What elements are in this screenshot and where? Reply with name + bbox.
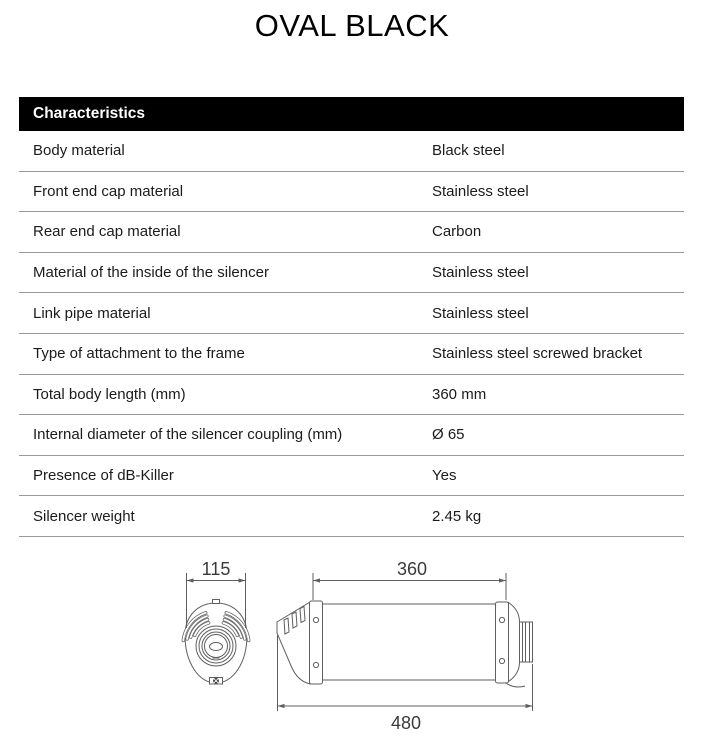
row-value: Black steel <box>432 142 505 160</box>
row-label: Body material <box>33 142 125 160</box>
row-value: 2.45 kg <box>432 507 482 525</box>
page-title: OVAL BLACK <box>254 8 450 43</box>
front-view <box>183 559 248 684</box>
row-value: Stainless steel <box>432 182 529 200</box>
row-label: Internal diameter of the silencer coupling (mm) <box>33 426 343 444</box>
dimension-360-label: 360 <box>396 559 428 579</box>
bottom-bracket <box>210 678 223 685</box>
table-row <box>19 131 684 172</box>
outlet-rings <box>196 626 236 666</box>
row-label: Presence of dB-Killer <box>33 467 174 485</box>
dimension-480-label: 480 <box>390 713 422 733</box>
row-label: Type of attachment to the frame <box>33 345 245 363</box>
rivet <box>499 617 504 622</box>
row-value: Stainless steel <box>432 264 529 282</box>
table-row <box>19 212 684 253</box>
outlet-pipe <box>520 622 533 662</box>
side-view <box>277 559 533 733</box>
row-value: Stainless steel screwed bracket <box>432 345 643 363</box>
row-value: Ø 65 <box>432 426 465 444</box>
row-label: Material of the inside of the silencer <box>33 264 269 282</box>
table-row <box>19 456 684 497</box>
rivet <box>313 662 318 667</box>
row-label: Front end cap material <box>33 182 184 200</box>
dimension-115-label: 115 <box>201 559 231 579</box>
rivet <box>499 658 504 663</box>
table-header-label: Characteristics <box>33 105 146 122</box>
row-value: Yes <box>432 467 457 485</box>
table-row <box>19 293 684 334</box>
row-label: Rear end cap material <box>33 223 181 241</box>
seam-tab <box>213 600 220 604</box>
vent-slots <box>183 613 248 641</box>
dimension-360 <box>313 559 506 600</box>
characteristics-table <box>19 97 684 537</box>
table-header <box>19 97 684 131</box>
table-row <box>19 334 684 375</box>
row-value: Stainless steel <box>432 304 529 322</box>
table-row <box>19 415 684 456</box>
table-row <box>19 375 684 416</box>
table-row <box>19 496 684 537</box>
table-row <box>19 253 684 294</box>
rivet <box>313 617 318 622</box>
row-value: 360 mm <box>432 385 487 403</box>
table-row <box>19 172 684 213</box>
front-strap <box>310 601 323 684</box>
rear-strap <box>496 602 509 683</box>
technical-drawing <box>0 540 704 740</box>
row-label: Link pipe material <box>33 304 151 322</box>
silencer-body <box>323 604 496 680</box>
row-value: Carbon <box>432 223 482 241</box>
row-label: Total body length (mm) <box>33 385 186 403</box>
rear-end-cap <box>509 603 520 682</box>
row-label: Silencer weight <box>33 507 135 525</box>
